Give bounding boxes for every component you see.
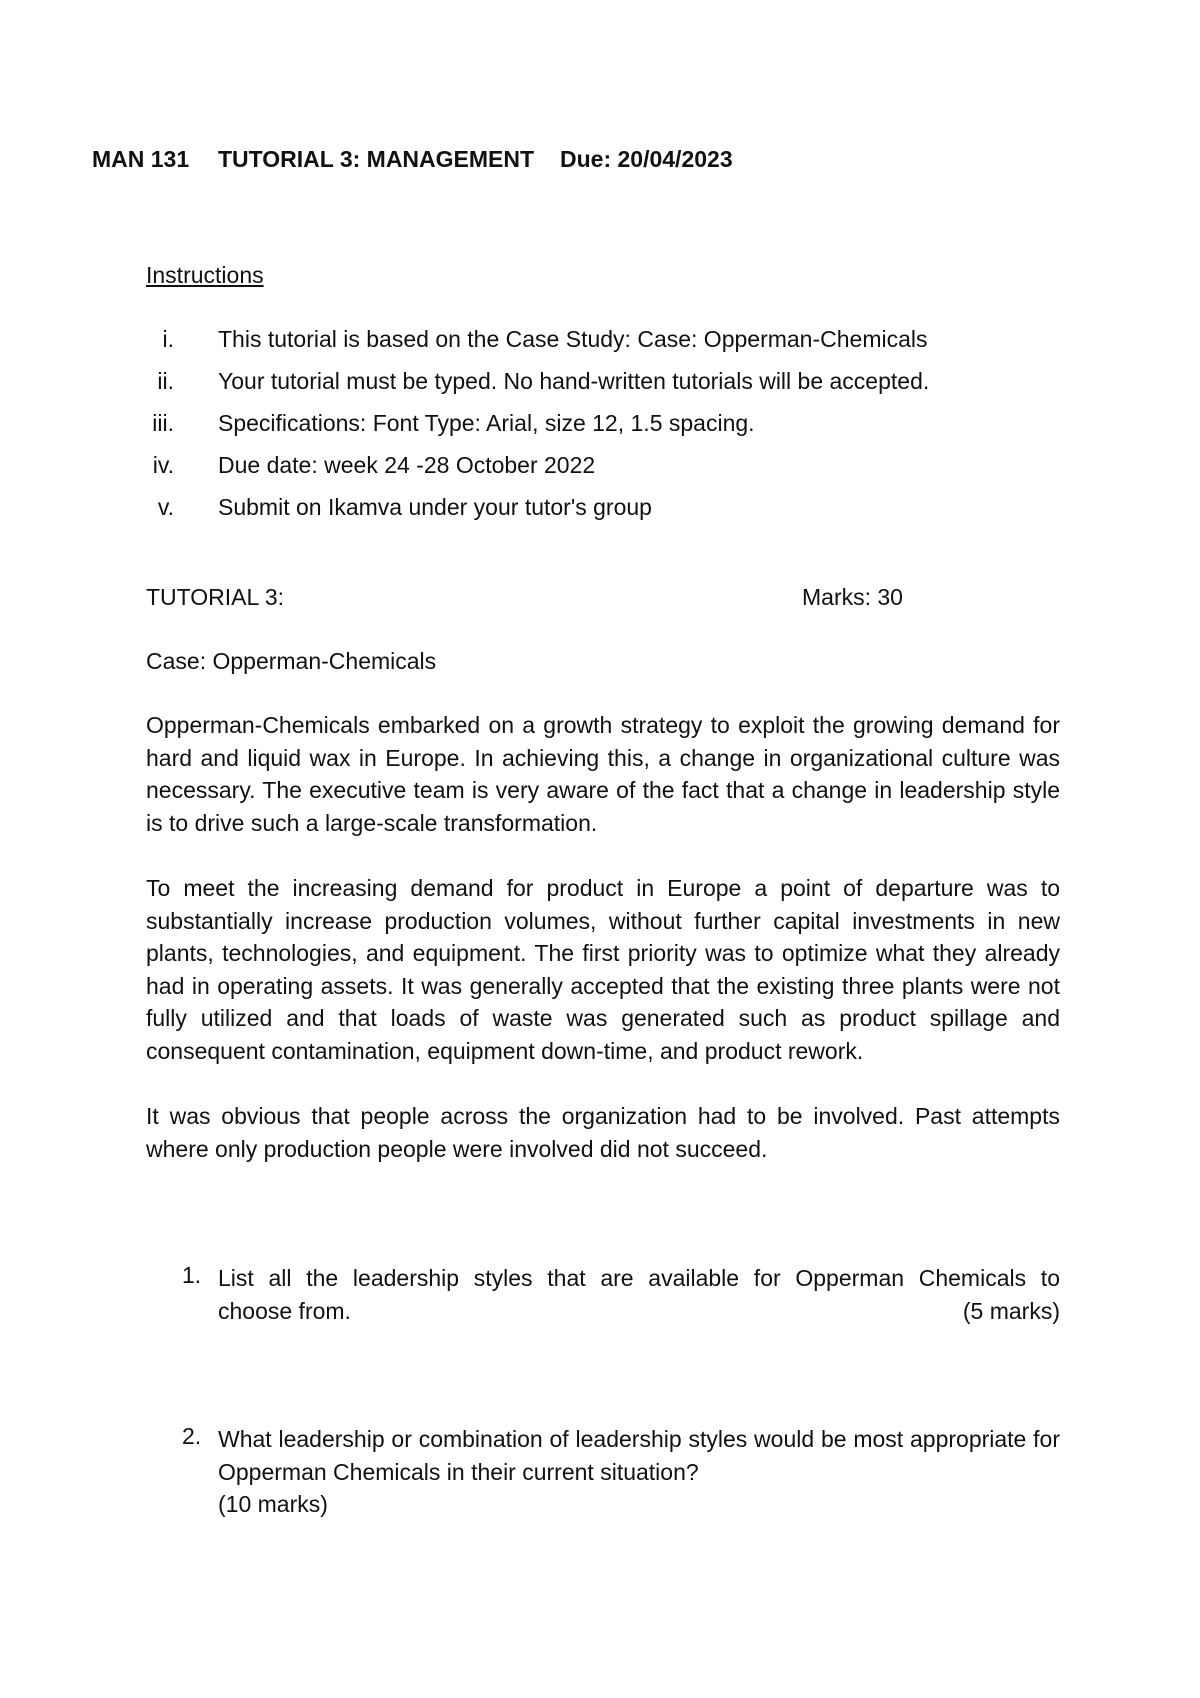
case-title: Case: Opperman-Chemicals bbox=[146, 648, 437, 674]
document-header bbox=[92, 146, 733, 173]
list-item bbox=[146, 410, 1076, 452]
instructions-heading: Instructions bbox=[146, 262, 264, 288]
list-item-text: This tutorial is based on the Case Study: Case: Opperman-Chemicals bbox=[218, 326, 928, 352]
list-item-number: i. bbox=[162, 326, 174, 352]
list-item-text: Specifications: Font Type: Arial, size 12, 1.5 spacing. bbox=[218, 410, 755, 436]
tutorial-marks-line bbox=[146, 584, 946, 611]
total-marks: Marks: 30 bbox=[802, 584, 903, 610]
case-paragraph: Opperman-Chemicals embarked on a growth strategy to exploit the growing demand for hard and liquid wax in Europe. In achieving this, a change in organizational culture was necessary. The executive team is very aware of the fact that a change in leadership style is to drive such a large-scale transformation. bbox=[146, 712, 1060, 836]
question-marks: (5 marks) bbox=[962, 1297, 1060, 1324]
instructions-list bbox=[146, 326, 1076, 536]
question-number: 2. bbox=[182, 1423, 202, 1449]
case-paragraph: To meet the increasing demand for product in Europe a point of departure was to substantially increase production volumes, without further capital investments in new plants, technologies, and equipment. The first priority was to optimize what they already had in operating assets. It was generally accepted that the existing three plants were not fully utilized and that loads of waste was generated such as product spillage and consequent contamination, equipment down-time, and product rework. bbox=[146, 875, 1060, 1064]
question-line-end: choose from. bbox=[218, 1297, 351, 1324]
question-text bbox=[218, 1423, 1060, 1521]
question-line: List all the leadership styles that are available for Opperman Chemicals to bbox=[218, 1265, 1060, 1291]
question-text bbox=[218, 1262, 1060, 1327]
question-number: 1. bbox=[182, 1262, 202, 1288]
question-line bbox=[218, 1295, 1060, 1328]
list-item-text: Submit on Ikamva under your tutor's group bbox=[218, 494, 652, 520]
list-item bbox=[146, 368, 1076, 410]
list-item-number: v. bbox=[157, 494, 174, 520]
list-item-text: Your tutorial must be typed. No hand-written tutorials will be accepted. bbox=[218, 368, 930, 394]
list-item bbox=[146, 452, 1076, 494]
list-item bbox=[146, 326, 1076, 368]
question-body: What leadership or combination of leadership styles would be most appropriate for Opperman Chemicals in their current situation? bbox=[218, 1426, 1060, 1485]
list-item-number: iii. bbox=[152, 410, 174, 436]
due-date: Due: 20/04/2023 bbox=[560, 146, 733, 172]
tutorial-label: TUTORIAL 3: bbox=[146, 584, 285, 610]
question-marks: (10 marks) bbox=[218, 1491, 328, 1517]
list-item bbox=[146, 494, 1076, 536]
list-item-number: ii. bbox=[157, 368, 174, 394]
case-paragraph: It was obvious that people across the organization had to be involved. Past attempts where only production people were involved did not succeed. bbox=[146, 1103, 1060, 1162]
list-item-number: iv. bbox=[152, 452, 174, 478]
tutorial-title: TUTORIAL 3: MANAGEMENT bbox=[218, 146, 535, 172]
list-item-text: Due date: week 24 -28 October 2022 bbox=[218, 452, 596, 478]
course-code: MAN 131 bbox=[92, 146, 190, 172]
